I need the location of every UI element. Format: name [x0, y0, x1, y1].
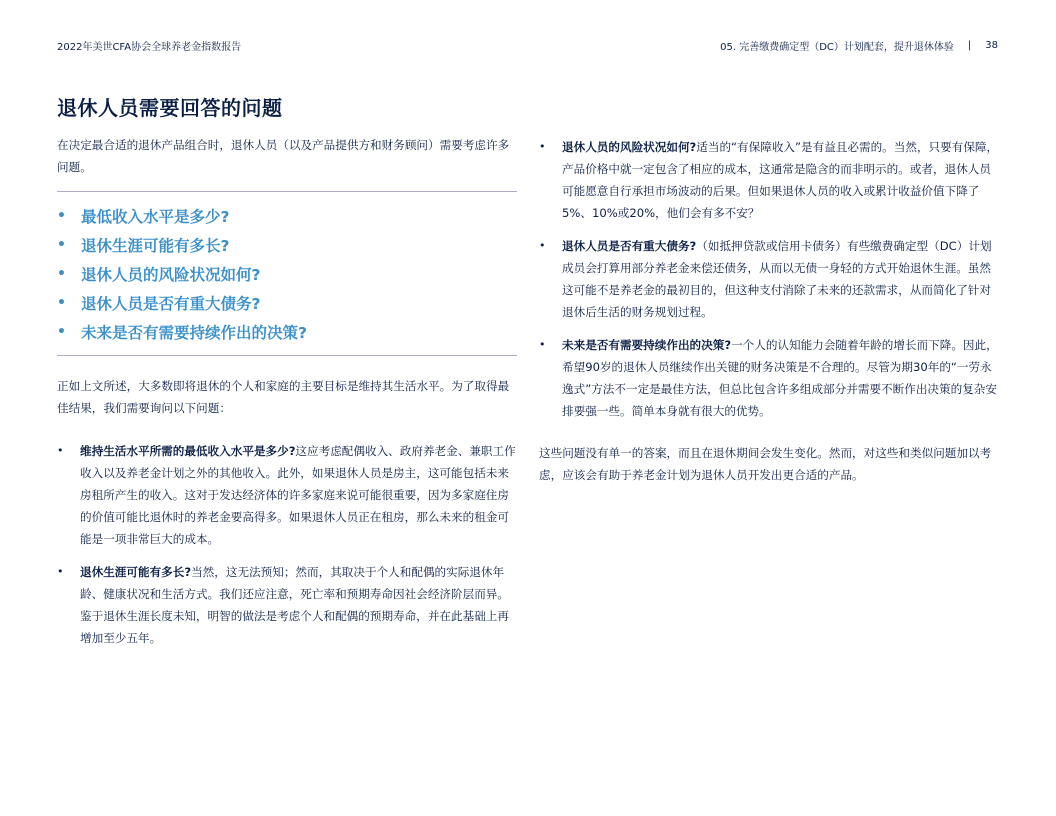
key-question: • 退休人员的风险状况如何? [57, 265, 261, 284]
bullet-lead: 退休人员的风险状况如何? [562, 140, 697, 154]
bullet-icon: • [57, 236, 66, 253]
conclusion-paragraph: 这些问题没有单一的答案，而且在退休期间会发生变化。然而，对这些和类似问题加以考虑，应该会有助于养老金计划为退休人员开发出更合适的产品。 [539, 446, 992, 482]
list-item [57, 561, 517, 649]
page-number: 38 [985, 40, 998, 51]
list-item [57, 440, 517, 550]
header-separator: | [967, 40, 972, 51]
bullet-icon: • [57, 565, 64, 578]
key-question: • 最低收入水平是多少? [57, 207, 230, 226]
section-title: 05. 完善缴费确定型（DC）计划配套，提升退休体验 [720, 42, 954, 53]
right-column [539, 136, 999, 486]
body-intro-paragraph: 正如上文所述，大多数即将退休的个人和家庭的主要目标是维持其生活水平。为了取得最佳结果，我们需要询问以下问题： [57, 379, 510, 415]
bullet-lead: 未来是否有需要持续作出的决策? [562, 338, 732, 352]
bullet-icon: • [57, 323, 66, 340]
bullet-lead: 维持生活水平所需的最低收入水平是多少? [80, 444, 296, 458]
bullet-text: （如抵押贷款或信用卡债务）有些缴费确定型（DC）计划成员会打算用部分养老金来偿还债务，从而以无债一身轻的方式开始退休生涯。虽然这可能不是养老金的最初目的，但这种支付消除了未来的还款需求，从而简化了针对退休后生活的财务规划过程。 [562, 239, 992, 319]
key-question: • 退休人员是否有重大债务? [57, 294, 261, 313]
bullet-text: 当然，这无法预知；然而，其取决于个人和配偶的实际退休年龄、健康状况和生活方式。我们还应注意，死亡率和预期寿命因社会经济阶层而异。鉴于退休生涯长度未知，明智的做法是考虑个人和配偶的预期寿命，并在此基础上再增加至少五年。 [80, 565, 509, 645]
bullet-icon: • [539, 140, 546, 153]
running-header [720, 38, 998, 53]
bullet-text: 适当的“有保障收入”是有益且必需的。当然，只要有保障，产品价格中就一定包含了相应的成本，这通常是隐含的而非明示的。或者，退休人员可能愿意自行承担市场波动的后果。但如果退休人员的收入或累计收益价值下降了5%、10%或20%，他们会有多不安？ [562, 140, 999, 220]
bullet-icon: • [539, 338, 546, 351]
bullet-icon: • [57, 294, 66, 311]
intro-paragraph: 在决定最合适的退休产品组合时，退休人员（以及产品提供方和财务顾问）需要考虑许多问题。 [57, 138, 510, 174]
list-item [539, 136, 999, 224]
bullet-icon: • [539, 239, 546, 252]
bullet-icon: • [57, 444, 64, 457]
left-bullet-list [57, 440, 517, 649]
divider-top [57, 191, 517, 192]
divider-bottom [57, 355, 517, 356]
report-title: 2022年美世CFA协会全球养老金指数报告 [57, 42, 242, 53]
key-question: • 退休生涯可能有多长? [57, 236, 230, 255]
bullet-text: 一个人的认知能力会随着年龄的增长而下降。因此，希望90岁的退休人员继续作出关键的财务决策是不合理的。尽管为期30年的“一劳永逸式”方法不一定是最佳方法，但总比包含许多组成部分并需要不断作出决策的复杂安排要强一些。简单本身就有很大的优势。 [562, 338, 998, 418]
page-title: 退休人员需要回答的问题 [57, 96, 283, 120]
right-bullet-list [539, 136, 999, 422]
list-item [539, 235, 999, 323]
key-questions-list [57, 201, 517, 346]
bullet-icon: • [57, 207, 66, 224]
left-column [57, 134, 517, 649]
list-item [539, 334, 999, 422]
key-question: • 未来是否有需要持续作出的决策? [57, 323, 307, 342]
bullet-text: 这应考虑配偶收入、政府养老金、兼职工作收入以及养老金计划之外的其他收入。此外，如果退休人员是房主，这可能包括未来房租所产生的收入。这对于发达经济体的许多家庭来说可能很重要，因为多家庭住房的价值可能比退休时的养老金要高得多。如果退休人员正在租房，那么未来的租金可能是一项非常巨大的成本。 [80, 444, 516, 546]
bullet-lead: 退休人员是否有重大债务? [562, 239, 697, 253]
bullet-icon: • [57, 265, 66, 282]
bullet-lead: 退休生涯可能有多长? [80, 565, 192, 579]
